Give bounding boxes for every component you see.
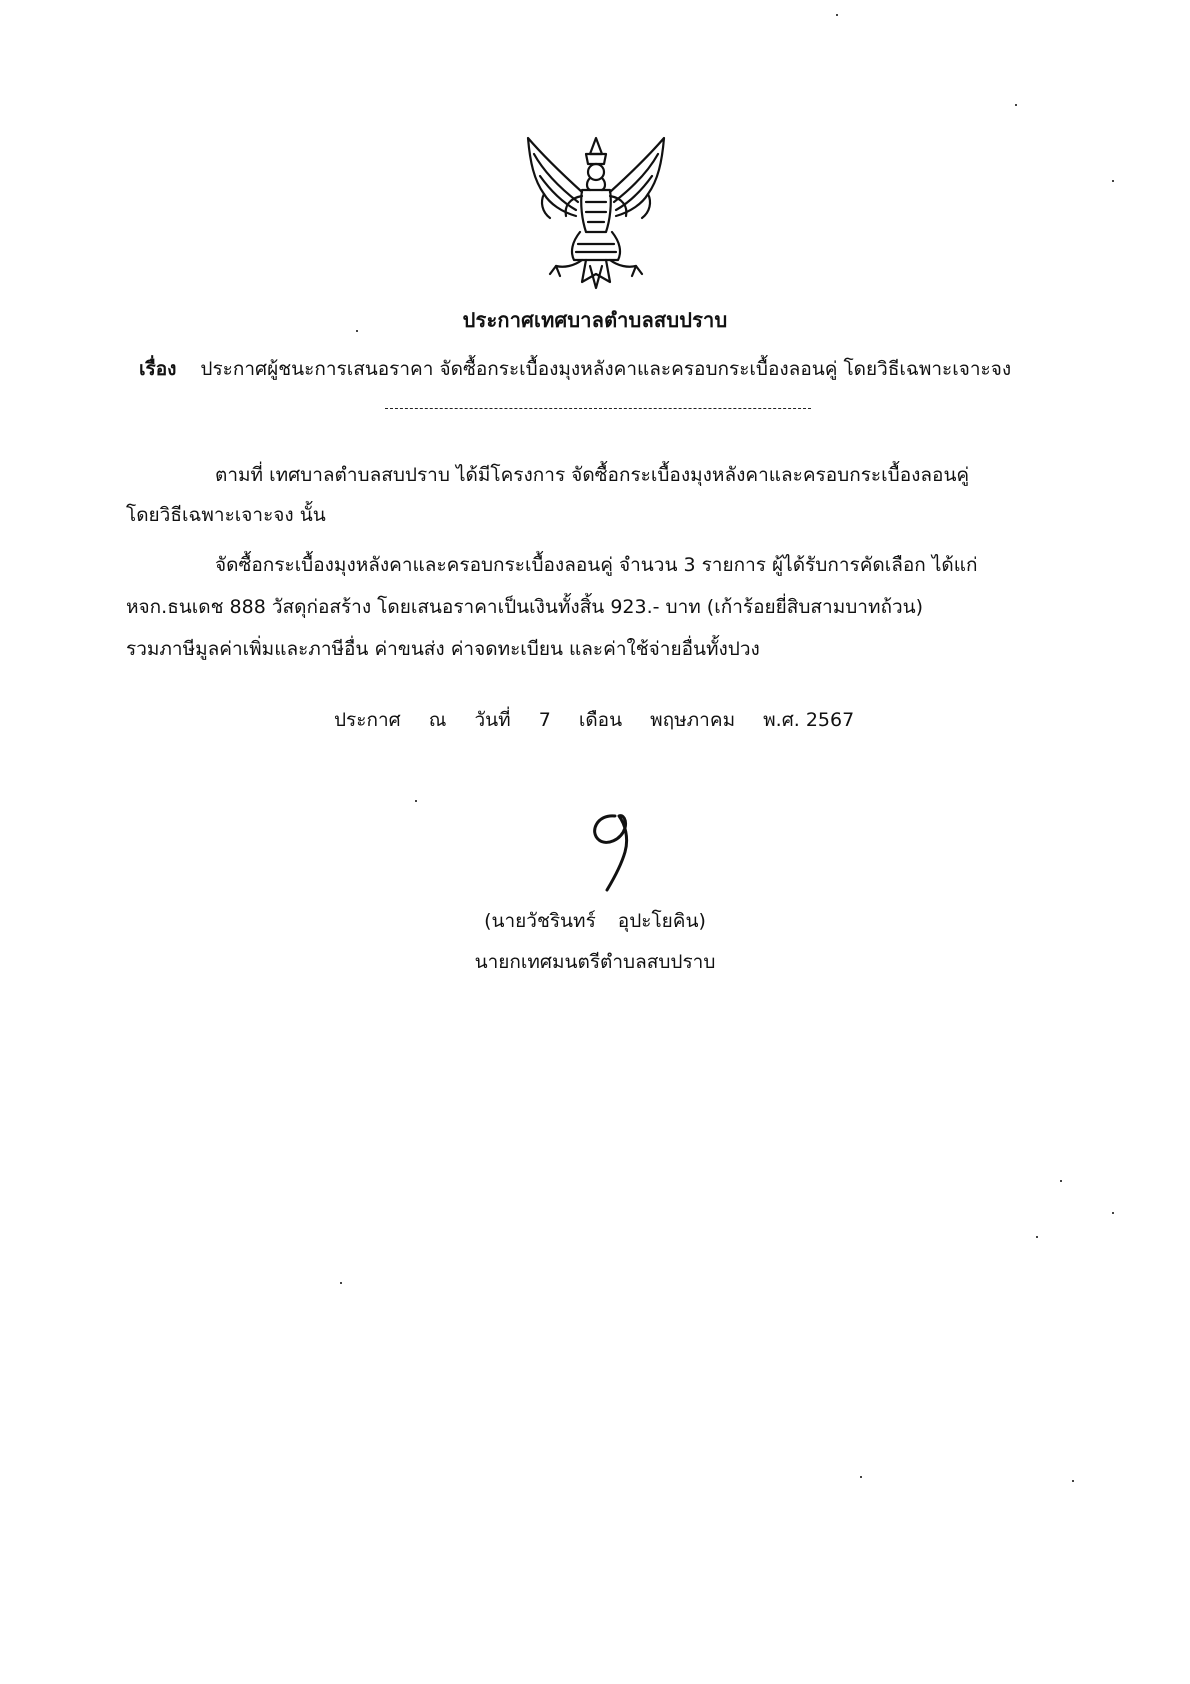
subject-line [139, 354, 1011, 384]
body-line: ตามที่ เทศบาลตำบลสบปราบ ได้มีโครงการ จัดซื้อกระเบื้องมุงหลังคาและครอบกระเบื้องลอนคู่ [215, 464, 970, 486]
signer-name-last: อุปะโยคิน) [617, 910, 706, 932]
scan-speck [1112, 1212, 1114, 1214]
scan-speck [1015, 104, 1017, 106]
dashed-divider [385, 408, 811, 409]
date-day: 7 [538, 709, 551, 731]
body-line: รวมภาษีมูลค่าเพิ่มและภาษีอื่น ค่าขนส่ง ค่าจดทะเบียน และค่าใช้จ่ายอื่นทั้งปวง [126, 638, 760, 660]
scan-speck [1112, 180, 1114, 182]
scan-speck [1036, 1236, 1038, 1238]
signer-name [0, 906, 1190, 936]
scan-speck [1072, 1480, 1074, 1482]
garuda-emblem-icon [520, 132, 672, 290]
handwritten-signature-icon [585, 810, 645, 892]
date-day-label: วันที่ [474, 709, 511, 731]
scan-speck [340, 1282, 342, 1284]
body-line: จัดซื้อกระเบื้องมุงหลังคาและครอบกระเบื้องลอนคู่ จำนวน 3 รายการ ผู้ได้รับการคัดเลือก ได้แก่ [215, 554, 978, 576]
signer-title: นายกเทศมนตรีตำบลสบปราบ [474, 951, 716, 973]
scan-speck [356, 330, 358, 332]
scan-speck [836, 14, 838, 16]
date-year: 2567 [805, 709, 855, 731]
date-month-label: เดือน [578, 709, 623, 731]
signer-name-first: (นายวัชรินทร์ [484, 910, 596, 932]
organization-title: ประกาศเทศบาลตำบลสบปราบ [462, 308, 728, 332]
subject-text: ประกาศผู้ชนะการเสนอราคา จัดซื้อกระเบื้องมุงหลังคาและครอบกระเบื้องลอนคู่ โดยวิธีเฉพาะเจาะจง [200, 358, 1012, 380]
subject-label: เรื่อง [139, 358, 177, 380]
date-announce-word: ประกาศ [334, 709, 401, 731]
scan-speck [860, 1476, 862, 1478]
date-at-word: ณ [428, 709, 447, 731]
scan-speck [1060, 1180, 1062, 1182]
date-year-label: พ.ศ. [763, 709, 800, 731]
scan-speck [415, 800, 417, 802]
body-line: โดยวิธีเฉพาะเจาะจง นั้น [126, 504, 326, 526]
announcement-date [334, 705, 876, 735]
body-line: หจก.ธนเดช 888 วัสดุก่อสร้าง โดยเสนอราคาเป็นเงินทั้งสิ้น 923.- บาท (เก้าร้อยยี่สิบสามบาทถ้วน) [126, 596, 924, 618]
date-month: พฤษภาคม [650, 709, 736, 731]
